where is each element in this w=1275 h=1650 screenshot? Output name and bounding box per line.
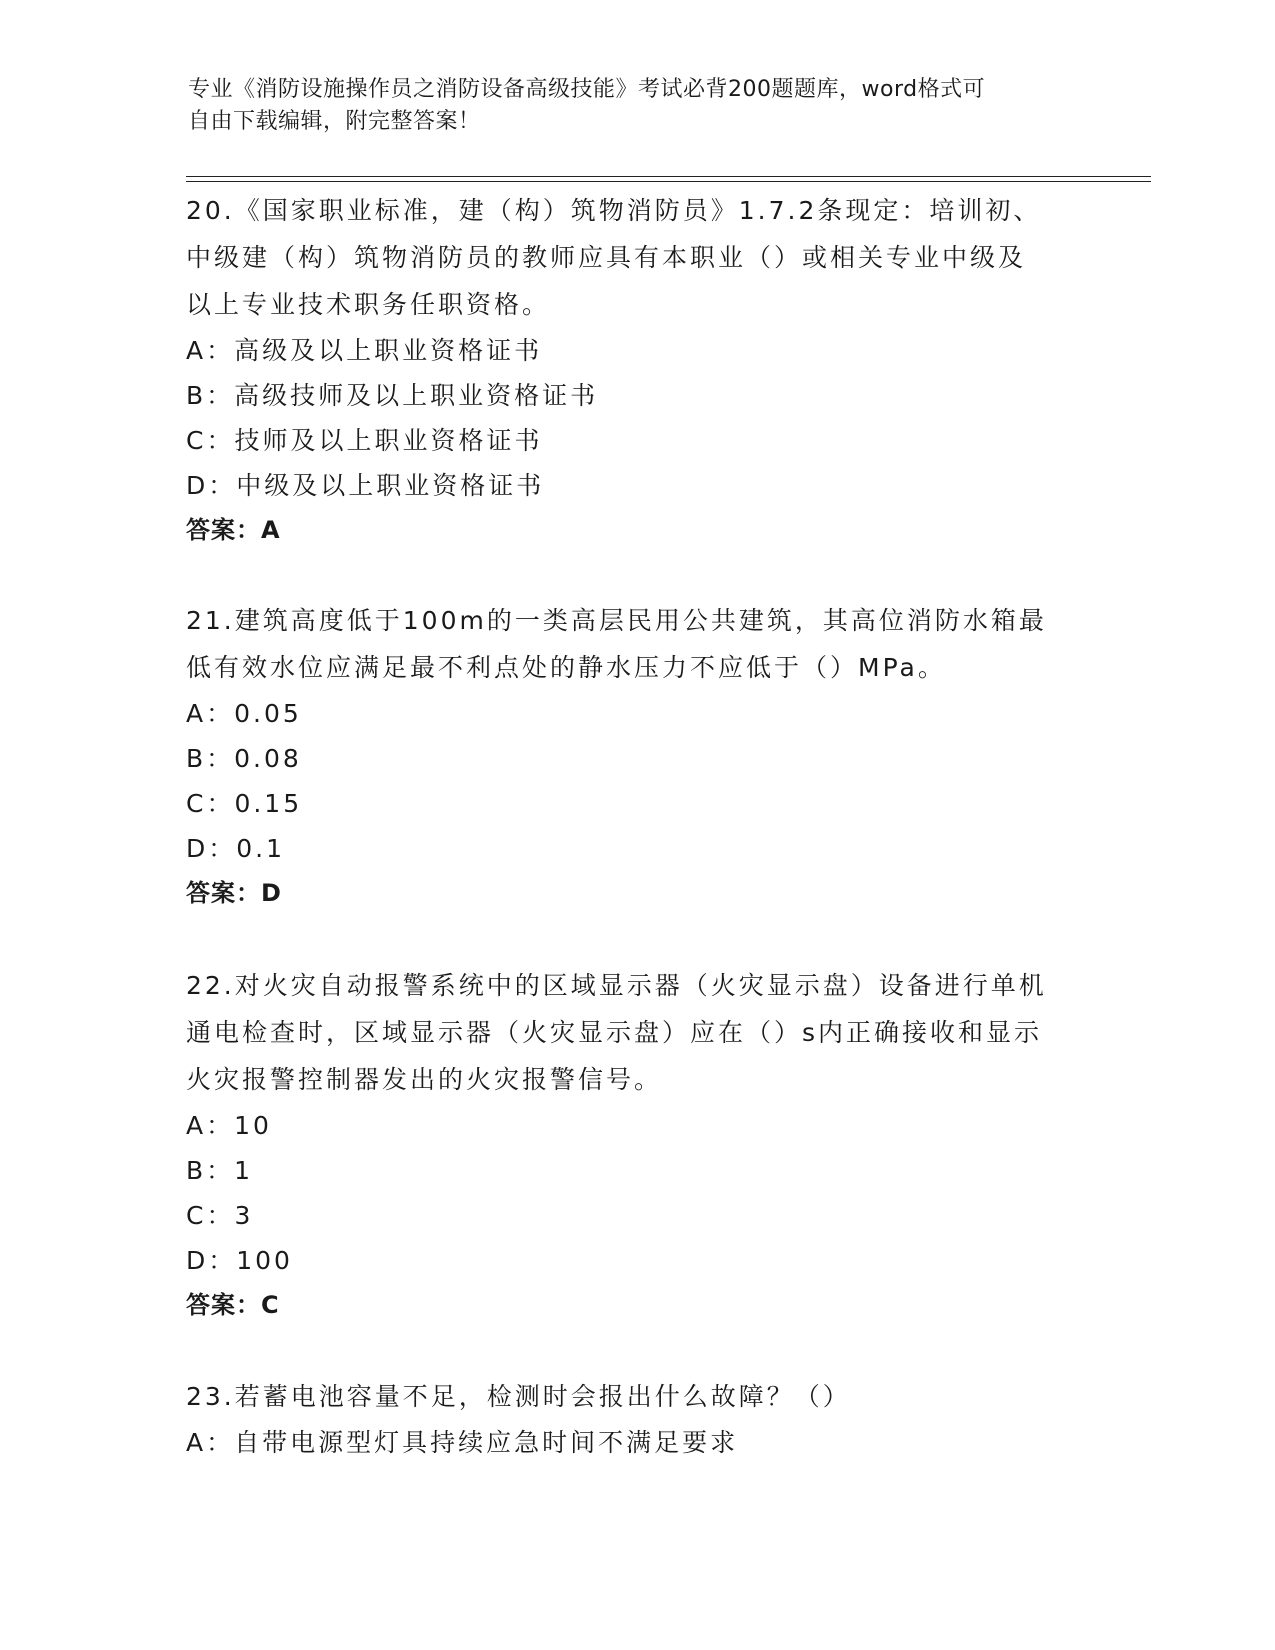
option-c: C：技师及以上职业资格证书 — [186, 426, 543, 455]
question-23 — [186, 1373, 1086, 1465]
option-d: D：中级及以上职业资格证书 — [186, 471, 545, 500]
option-d: D：0.1 — [186, 834, 286, 863]
question-20 — [186, 187, 1086, 553]
answer: 答案：C — [186, 1291, 280, 1319]
option-b: B：0.08 — [186, 744, 302, 773]
header-divider-bottom — [186, 181, 1151, 182]
question-text-line: 以上专业技术职务任职资格。 — [186, 290, 551, 319]
option-a: A：高级及以上职业资格证书 — [186, 336, 543, 365]
question-text-line: 火灾报警控制器发出的火灾报警信号。 — [186, 1065, 663, 1094]
option-c: C：3 — [186, 1201, 254, 1230]
header-divider-top — [186, 176, 1151, 177]
question-text-line: 中级建（构）筑物消防员的教师应具有本职业（）或相关专业中级及 — [186, 243, 1027, 272]
question-text-line: 21.建筑高度低于100m的一类高层民用公共建筑，其高位消防水箱最 — [186, 606, 1047, 635]
question-text-line: 低有效水位应满足最不利点处的静水压力不应低于（）MPa。 — [186, 653, 946, 682]
question-text-line: 22.对火灾自动报警系统中的区域显示器（火灾显示盘）设备进行单机 — [186, 971, 1047, 1000]
answer: 答案：D — [186, 879, 282, 907]
option-d: D：100 — [186, 1246, 293, 1275]
option-a: A：10 — [186, 1111, 272, 1140]
question-text-line: 通电检查时，区域显示器（火灾显示盘）应在（）s内正确接收和显示 — [186, 1018, 1043, 1047]
document-header — [188, 74, 1068, 138]
question-22 — [186, 962, 1086, 1328]
header-line-2: 自由下载编辑，附完整答案！ — [188, 109, 481, 134]
option-b: B：1 — [186, 1156, 254, 1185]
option-c: C：0.15 — [186, 789, 303, 818]
question-21 — [186, 597, 1086, 916]
answer: 答案：A — [186, 516, 281, 544]
option-b: B：高级技师及以上职业资格证书 — [186, 381, 599, 410]
question-text-line: 20.《国家职业标准，建（构）筑物消防员》1.7.2条现定：培训初、 — [186, 196, 1042, 225]
header-line-1: 专业《消防设施操作员之消防设备高级技能》考试必背200题题库，word格式可 — [188, 77, 986, 102]
question-text-line: 23.若蓄电池容量不足，检测时会报出什么故障？（） — [186, 1382, 851, 1411]
option-a: A：自带电源型灯具持续应急时间不满足要求 — [186, 1428, 739, 1457]
option-a: A：0.05 — [186, 699, 302, 728]
